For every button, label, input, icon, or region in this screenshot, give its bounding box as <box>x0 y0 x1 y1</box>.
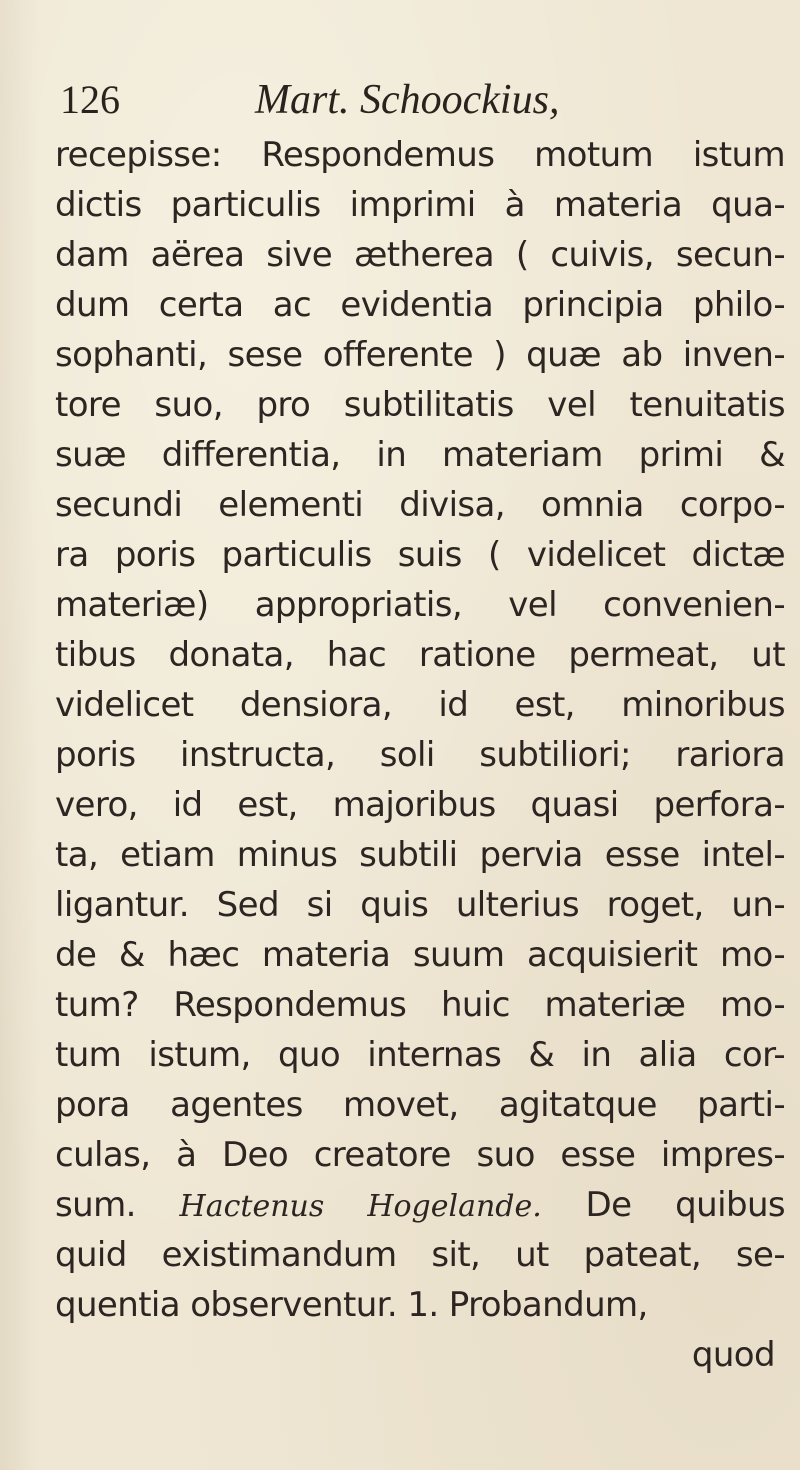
italic-citation: Hactenus Hogelande. <box>179 1189 542 1224</box>
catchword: quod <box>691 1335 775 1375</box>
text-segment: De quibus <box>541 1185 786 1225</box>
text-line: sophanti, sese offerente ) quæ ab inven- <box>55 335 785 375</box>
running-head: Mart. Schoockius, <box>255 77 560 123</box>
text-line: suæ differentia, in materiam primi & <box>55 435 785 475</box>
text-line-with-italic <box>55 1180 785 1230</box>
text-line: culas, à Deo creatore suo esse impres- <box>55 1135 785 1175</box>
body-text <box>55 130 785 1380</box>
text-line: ta, etiam minus subtili pervia esse intel- <box>55 835 785 875</box>
page-number: 126 <box>60 77 120 122</box>
text-line: recepisse: Respondemus motum istum <box>55 135 785 175</box>
text-line: poris instructa, soli subtiliori; rariora <box>55 735 785 775</box>
text-line: quid existimandum sit, ut pateat, se- <box>55 1235 785 1275</box>
text-line: dam aërea sive ætherea ( cuivis, secun- <box>55 235 785 275</box>
text-line: tum istum, quo internas & in alia cor- <box>55 1035 785 1075</box>
text-line: secundi elementi divisa, omnia corpo- <box>55 485 785 525</box>
text-line: quentia observentur. 1. Probandum, <box>55 1285 648 1325</box>
page-header <box>60 70 760 130</box>
text-line: ligantur. Sed si quis ulterius roget, un- <box>55 885 785 925</box>
text-line: pora agentes movet, agitatque parti- <box>55 1085 785 1125</box>
text-line: ra poris particulis suis ( videlicet dictæ <box>55 535 785 575</box>
text-line: tum? Respondemus huic materiæ mo- <box>55 985 785 1025</box>
text-line: videlicet densiora, id est, minoribus <box>55 685 785 725</box>
text-line: tibus donata, hac ratione permeat, ut <box>55 635 785 675</box>
text-line: tore suo, pro subtilitatis vel tenuitatis <box>55 385 785 425</box>
text-line: materiæ) appropriatis, vel convenien- <box>55 585 785 625</box>
text-line: dum certa ac evidentia principia philo- <box>55 285 785 325</box>
text-line: vero, id est, majoribus quasi perfora- <box>55 785 785 825</box>
text-line: dictis particulis imprimi à materia qua- <box>55 185 785 225</box>
text-line: de & hæc materia suum acquisierit mo- <box>55 935 785 975</box>
text-segment: sum. <box>55 1185 180 1225</box>
